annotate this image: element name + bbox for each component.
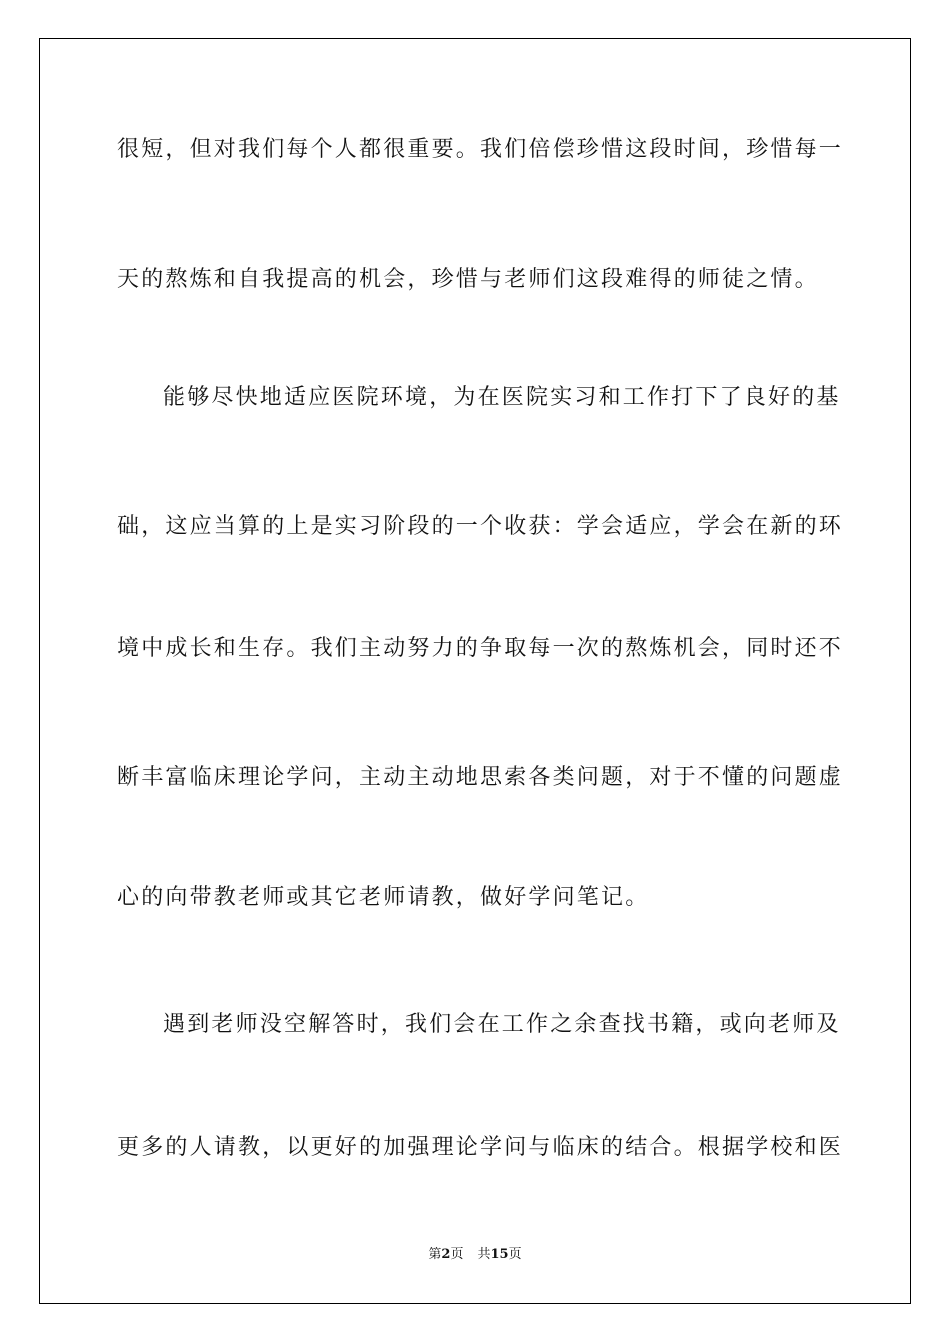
current-page-number: 2 <box>441 1247 451 1262</box>
paragraph-line: 天的熬炼和自我提高的机会，珍惜与老师们这段难得的师徒之情。 <box>117 267 819 292</box>
total-unit: 页 <box>508 1247 522 1262</box>
page-footer <box>0 1246 950 1264</box>
total-prefix: 共 <box>477 1247 491 1262</box>
paragraph-line: 断丰富临床理论学问，主动主动地思索各类问题，对于不懂的问题虚 <box>117 765 844 790</box>
paragraph-line: 础，这应当算的上是实习阶段的一个收获：学会适应，学会在新的环 <box>117 514 844 539</box>
page-prefix: 第 <box>428 1247 442 1262</box>
paragraph-line: 很短，但对我们每个人都很重要。我们倍偿珍惜这段时间，珍惜每一 <box>117 137 844 162</box>
paragraph-line: 更多的人请教，以更好的加强理论学问与临床的结合。根据学校和医 <box>117 1135 844 1160</box>
page-border <box>39 38 911 1304</box>
paragraph-line: 遇到老师没空解答时，我们会在工作之余查找书籍，或向老师及 <box>163 1012 841 1037</box>
paragraph-line: 能够尽快地适应医院环境，为在医院实习和工作打下了良好的基 <box>163 385 841 410</box>
total-page-count: 15 <box>490 1247 509 1262</box>
paragraph-line: 境中成长和生存。我们主动努力的争取每一次的熬炼机会，同时还不 <box>117 636 844 661</box>
page-unit: 页 <box>450 1247 464 1262</box>
paragraph-line: 心的向带教老师或其它老师请教，做好学问笔记。 <box>117 885 650 910</box>
